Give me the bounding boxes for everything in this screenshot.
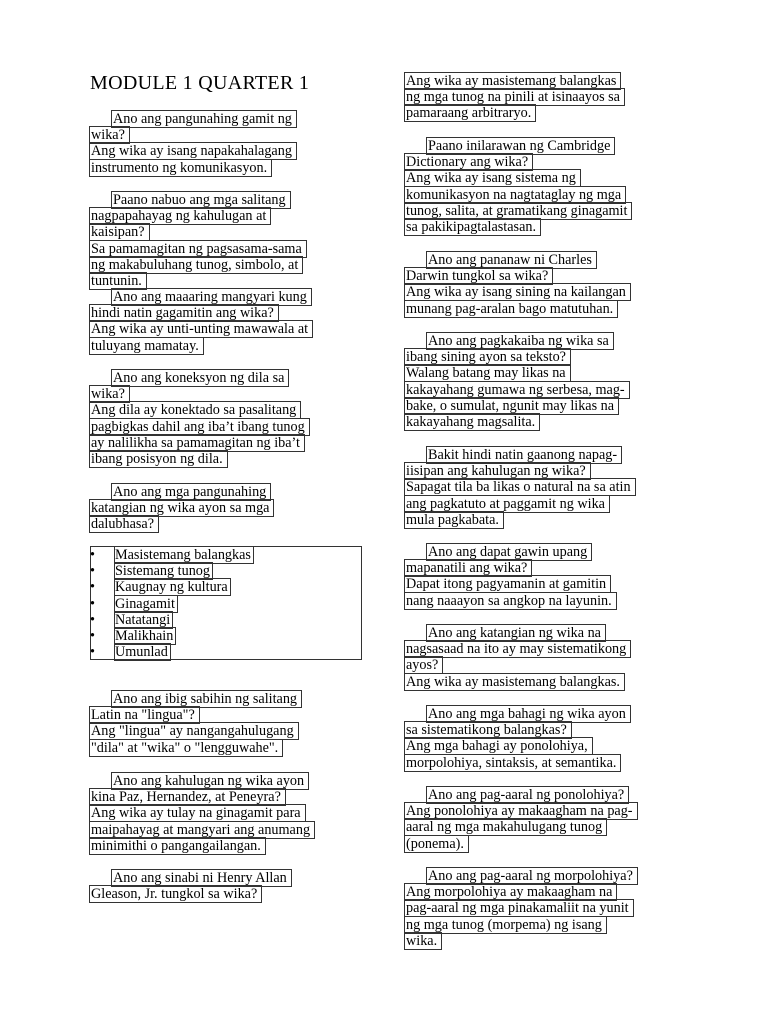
question-line: Ano ang ibig sabihin ng salitang [111,690,302,708]
qa-block [405,447,680,528]
question-line: Ano ang kahulugan ng wika ayon [111,772,309,790]
answer-line: pamaraang arbitraryo. [404,104,536,122]
answer-line: munang pag-aralan bago matutuhan. [404,300,618,318]
qa-block [405,544,680,609]
answer-line: (ponema). [404,835,469,853]
answer-line: Dapat itong pagyamanin at gamitin [404,575,611,593]
answer-line: ng mga tunog (morpema) ng isang [404,916,607,934]
list-item: • Kaugnay ng kultura [91,579,361,595]
qa-block [405,868,680,949]
question-line: Ano ang maaaring mangyari kung [111,288,312,306]
answer-line: tuluyang mamatay. [89,337,204,355]
list-item: • Malikhain [91,628,361,644]
answer-line: wika. [404,932,442,950]
answer-line: Ang ponolohiya ay makaagham na pag- [404,802,638,820]
qa-block [90,370,365,467]
list-item: • Ginagamit [91,596,361,612]
question-line: Ano ang pananaw ni Charles [426,251,597,269]
answer-line: morpolohiya, sintaksis, at semantika. [404,754,621,772]
question-line: wika? [89,385,130,403]
question-line: Darwin tungkol sa wika? [404,267,553,285]
answer-line: kakayahang magsalita. [404,413,540,431]
answer-line: Ang mga bahagi ay ponolohiya, [404,737,593,755]
answer-line: nang naaayon sa angkop na layunin. [404,592,617,610]
answer-line: tuntunin. [89,272,147,290]
characteristics-list [90,546,362,660]
question-line: kina Paz, Hernandez, at Peneyra? [89,788,286,806]
qa-block [405,625,680,690]
answer-line: Ang wika ay unti-unting mawawala at [89,320,313,338]
question-line: katangian ng wika ayon sa mga [89,499,274,517]
question-line: sa sistematikong balangkas? [404,721,572,739]
qa-block [90,870,365,902]
question-line: mapanatili ang wika? [404,559,532,577]
answer-line: tunog, salita, at gramatikang ginagamit [404,202,632,220]
question-line: Ano ang dapat gawin upang [426,543,592,561]
qa-block [405,73,680,122]
answer-line: Ang morpolohiya ay makaagham na [404,883,617,901]
answer-line: minimithi o pangangailangan. [89,837,266,855]
list-item: • Umunlad [91,644,361,660]
qa-block [90,192,365,289]
answer-line: mula pagkabata. [404,511,504,529]
answer-line: Walang batang may likas na [404,364,571,382]
answer-line: pag-aaral ng mga pinakamaliit na yunit [404,899,634,917]
question-line: Ano ang mga pangunahing [111,483,271,501]
answer-line: Ang wika ay isang sining na kailangan [404,283,631,301]
answer-line: kakayahang gumawa ng serbesa, mag- [404,381,630,399]
question-line: Ano ang pag-aaral ng ponolohiya? [426,786,629,804]
answer-line: Sa pamamagitan ng pagsasama-sama [89,240,307,258]
question-line: dalubhasa? [89,515,159,533]
qa-block [405,706,680,771]
question-line: iisipan ang kahulugan ng wika? [404,462,591,480]
qa-block [90,691,365,756]
question-line: ayos? [404,656,443,674]
question-line: ibang sining ayon sa teksto? [404,348,571,366]
question-line: Dictionary ang wika? [404,153,533,171]
answer-line: ay nalilikha sa pamamagitan ng iba’t [89,434,305,452]
answer-line: aaral ng mga makahulugang tunog [404,818,607,836]
answer-line: maipahayag at mangyari ang anumang [89,821,315,839]
qa-block [90,773,365,854]
qa-block [405,333,680,430]
answer-line: ang pagkatuto at paggamit ng wika [404,495,610,513]
answer-line: instrumento ng komunikasyon. [89,159,272,177]
list-item: • Masistemang balangkas [91,547,361,563]
answer-line: komunikasyon na nagtataglay ng mga [404,186,626,204]
answer-line: Ang wika ay masistemang balangkas. [404,673,625,691]
question-line: Ano ang katangian ng wika na [426,624,606,642]
question-line: Paano nabuo ang mga salitang [111,191,291,209]
question-line: Ano ang mga bahagi ng wika ayon [426,705,631,723]
question-line: Ano ang pangunahing gamit ng [111,110,297,128]
answer-line: Sapagat tila ba likas o natural na sa atin [404,478,636,496]
question-line: Paano inilarawan ng Cambridge [426,137,615,155]
answer-line: Ang wika ay isang napakahalagang [89,142,297,160]
answer-line: ng mga tunog na pinili at isinaayos sa [404,88,625,106]
question-line: Ano ang sinabi ni Henry Allan [111,869,292,887]
page-title: MODULE 1 QUARTER 1 [90,72,310,94]
question-line: nagsasaad na ito ay may sistematikong [404,640,631,658]
answer-line: Ang wika ay masistemang balangkas [404,72,621,90]
list-item: • Sistemang tunog [91,563,361,579]
question-line: Ano ang pagkakaiba ng wika sa [426,332,614,350]
qa-block [90,111,365,176]
qa-block [90,484,365,533]
answer-line: ng makabuluhang tunog, simbolo, at [89,256,303,274]
answer-line: bake, o sumulat, ngunit may likas na [404,397,619,415]
qa-block [405,252,680,317]
answer-line: Ang wika ay isang sistema ng [404,169,581,187]
question-line: Gleason, Jr. tungkol sa wika? [89,885,262,903]
answer-line: Ang "lingua" ay nangangahulugang [89,722,299,740]
question-line: hindi natin gagamitin ang wika? [89,304,279,322]
question-line: wika? [89,126,130,144]
answer-line: "dila" at "wika" o "lengguwahe". [89,739,283,757]
question-line: Latin na "lingua"? [89,706,200,724]
question-line: Ano ang pag-aaral ng morpolohiya? [426,867,638,885]
qa-block [405,787,680,852]
question-line: Bakit hindi natin gaanong napag- [426,446,622,464]
qa-block [405,138,680,235]
question-line: nagpapahayag ng kahulugan at [89,207,271,225]
answer-line: Ang wika ay tulay na ginagamit para [89,804,306,822]
question-line: kaisipan? [89,223,150,241]
answer-line: ibang posisyon ng dila. [89,450,228,468]
list-item: • Natatangi [91,612,361,628]
question-line: Ano ang koneksyon ng dila sa [111,369,289,387]
answer-line: sa pakikipagtalastasan. [404,218,541,236]
qa-block [90,289,365,354]
answer-line: Ang dila ay konektado sa pasalitang [89,401,301,419]
answer-line: pagbigkas dahil ang iba’t ibang tunog [89,418,310,436]
